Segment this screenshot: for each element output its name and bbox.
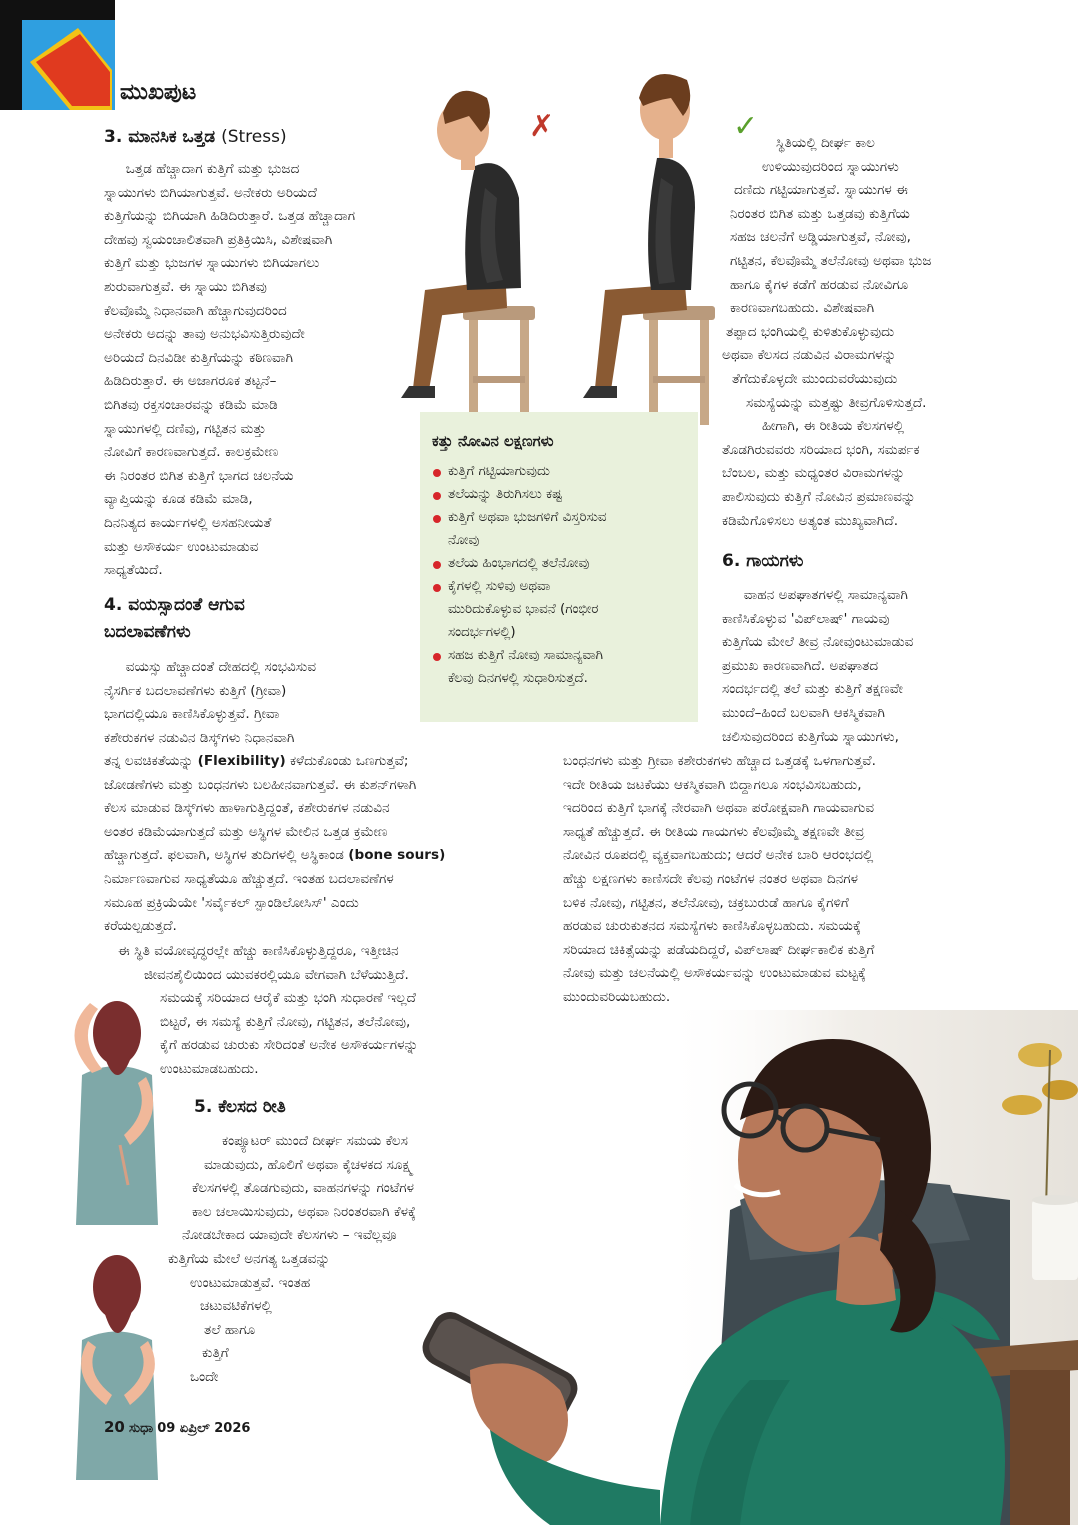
slouched-person-icon [401,91,535,425]
symptom-item: ಸಹಜ ಕುತ್ತಿಗೆ ನೋವು ಸಾಮಾನ್ಯವಾಗಿ ಕೆಲವು ದಿನಗಳಲ್ಲಿ ಸುಧಾರಿಸುತ್ತದೆ. [432,644,684,690]
svg-text:✗: ✗ [529,109,555,144]
symptom-item: ತಲೆಯ ಹಿಂಭಾಗದಲ್ಲಿ ತಲೆನೋವು [432,552,684,575]
woman-neck-pain-photo [410,1010,1078,1525]
section-3-body: ಒತ್ತಡ ಹೆಚ್ಚಾದಾಗ ಕುತ್ತಿಗೆ ಮತ್ತು ಭುಜದ ಸ್ನಾಯುಗಳು ಬಿಗಿಯಾಗುತ್ತವೆ. ಅನೇಕರು ಅರಿಯದೆ ಕುತ್ತಿಗೆಯನ್ನು ಬಿಗಿಯಾಗಿ ಹಿಡಿದಿರುತ್ತಾರೆ. ಒತ್ತಡ ಹೆಚ್ಚಾದಾಗ ದೇಹವು ಸ್ವಯಂಚಾಲಿತವಾಗಿ ಪ್ರತಿಕ್ರಿಯಿಸಿ, ವಿಶೇಷವಾಗಿ ಕುತ್ತಿಗೆ ಮತ್ತು ಭುಜಗಳ ಸ್ನಾಯುಗಳು ಬಿಗಿಯಾಗಲು ಶುರುವಾಗುತ್ತವೆ. ಈ ಸ್ನಾಯು ಬಿಗಿತವು ಕೆಲವೊಮ್ಮೆ ನಿಧಾನವಾಗಿ ಹೆಚ್ಚಾಗುವುದರಿಂದ ಅನೇಕರು ಅದನ್ನು ತಾವು ಅನುಭವಿಸುತ್ತಿರುವುದೇ ಅರಿಯದೆ ದಿನವಿಡೀ ಕುತ್ತಿಗೆಯನ್ನು ಕಠಿಣವಾಗಿ ಹಿಡಿದಿರುತ್ತಾರೆ. ಈ ಅಜಾಗರೂಕ ತಟ್ಟನೆ– ಬಿಗಿತವು ರಕ್ತಸಂಚಾರವನ್ನು ಕಡಿಮೆ ಮಾಡಿ ಸ್ನಾಯುಗಳಲ್ಲಿ ದಣಿವು, ಗಟ್ಟಿತನ ಮತ್ತು ನೋವಿಗೆ ಕಾರಣವಾಗುತ್ತದೆ. ಕಾಲಕ್ರಮೇಣ ಈ ನಿರಂತರ ಬಿಗಿತ ಕುತ್ತಿಗೆ ಭಾಗದ ಚಲನೆಯ ವ್ಯಾಪ್ತಿಯನ್ನು ಕೂಡ ಕಡಿಮೆ ಮಾಡಿ, ದಿನನಿತ್ಯದ ಕಾರ್ಯಗಳಲ್ಲಿ ಅಸಹನೀಯತೆ ಮತ್ತು ಅಸೌಕರ್ಯ ಉಂಟುಮಾಡುವ ಸಾಧ್ಯತೆಯಿದೆ. [104,161,356,579]
section-5-heading: 5. ಕೆಲಸದ ರೀತಿ [194,1097,286,1117]
section-4-paragraph-2: ಈ ಸ್ಥಿತಿ ವಯೋವೃದ್ಧರಲ್ಲೇ ಹೆಚ್ಚು ಕಾಣಿಸಿಕೊಳ್ಳುತ್ತಿದ್ದರೂ, ಇತ್ತೀಚಿನ ಜೀವನಶೈಲಿಯಿಂದ ಯುವಕರಲ್ಲಿಯೂ ವೇಗವಾಗಿ ಬೆಳೆಯುತ್ತಿದೆ. ಸಮಯಕ್ಕೆ ಸರಿಯಾದ ಆರೈಕೆ ಮತ್ತು ಭಂಗಿ ಸುಧಾರಣೆ ಇಲ್ಲದೆ ಬಿಟ್ಟರೆ, ಈ ಸಮಸ್ಯೆ ಕುತ್ತಿಗೆ ನೋವು, ಗಟ್ಟಿತನ, ತಲೆನೋವು, ಕೈಗೆ ಹರಡುವ ಚುರುಕು ಸೇರಿದಂತೆ ಅನೇಕ ಅಸೌಕರ್ಯಗಳನ್ನು ಉಂಟುಮಾಡಬಹುದು. [118,943,419,1077]
symptom-item: ಕುತ್ತಿಗೆ ಅಥವಾ ಭುಜಗಳಿಗೆ ವಿಸ್ತರಿಸುವ ನೋವು [432,506,684,552]
section-4-heading: 4. ವಯಸ್ಸಾದಂತೆ ಆಗುವ ಬದಲಾವಣೆಗಳು [104,595,245,642]
magazine-logo [0,0,115,110]
flexibility-term: (Flexibility) [197,753,286,769]
page-footer [104,1418,250,1438]
symptom-item: ಕುತ್ತಿಗೆ ಗಟ್ಟಿಯಾಗುವುದು [432,460,684,483]
section-title: ಮುಖಪುಟ [120,80,197,105]
neck-stretch-illustration-1 [62,995,172,1225]
upright-person-icon [583,74,715,425]
svg-text:✓: ✓ [733,109,759,144]
magazine-name: ಸುಧಾ [129,1421,154,1436]
symptoms-title: ಕತ್ತು ನೋವಿನ ಲಕ್ಷಣಗಳು [432,432,554,450]
right-column-body: ಸ್ಥಿತಿಯಲ್ಲಿ ದೀರ್ಘ ಕಾಲ ಉಳಿಯುವುದರಿಂದ ಸ್ನಾಯುಗಳು ದಣಿದು ಗಟ್ಟಿಯಾಗುತ್ತವೆ. ಸ್ನಾಯುಗಳ ಈ ನಿರಂತರ ಬಿಗಿತ ಮತ್ತು ಒತ್ತಡವು ಕುತ್ತಿಗೆಯ ಸಹಜ ಚಲನೆಗೆ ಅಡ್ಡಿಯಾಗುತ್ತವೆ, ನೋವು, ಗಟ್ಟಿತನ, ಕೆಲವೊಮ್ಮೆ ತಲೆನೋವು ಅಥವಾ ಭುಜ ಹಾಗೂ ಕೈಗಳ ಕಡೆಗೆ ಹರಡುವ ನೋವಿಗೂ ಕಾರಣವಾಗಬಹುದು. ವಿಶೇಷವಾಗಿ ತಪ್ಪಾದ ಭಂಗಿಯಲ್ಲಿ ಕುಳಿತುಕೊಳ್ಳುವುದು ಅಥವಾ ಕೆಲಸದ ನಡುವಿನ ವಿರಾಮಗಳನ್ನು ತೆಗೆದುಕೊಳ್ಳದೇ ಮುಂದುವರೆಯುವುದು ಸಮಸ್ಯೆಯನ್ನು ಮತ್ತಷ್ಟು ತೀವ್ರಗೊಳಿಸುತ್ತದೆ. ಹೀಗಾಗಿ, ಈ ರೀತಿಯ ಕೆಲಸಗಳಲ್ಲಿ ತೊಡಗಿರುವವರು ಸರಿಯಾದ ಭಂಗಿ, ಸಮರ್ಪಕ ಬೆಂಬಲ, ಮತ್ತು ಮಧ್ಯಂತರ ವಿರಾಮಗಳನ್ನು ಪಾಲಿಸುವುದು ಕುತ್ತಿಗೆ ನೋವಿನ ಪ್ರಮಾಣವನ್ನು ಕಡಿಮೆಗೊಳಿಸಲು ಅತ್ಯಂತ ಮುಖ್ಯವಾಗಿದೆ. [722,135,932,529]
wrong-mark-icon [529,109,554,144]
posture-illustration [395,58,759,430]
page-number: 20 [104,1418,125,1436]
section-4-body-wide: ತನ್ನ ಲವಚಿಕತೆಯನ್ನು (Flexibility) ಕಳೆದುಕೊಂಡು ಒಣಗುತ್ತವೆ; ಜೋಡಣೆಗಳು ಮತ್ತು ಬಂಧನಗಳು ಬಲಹೀನವಾಗುತ್ತವೆ. ಈ ಕುಶನ್‌ಗಳಾಗಿ ಕೆಲಸ ಮಾಡುವ ಡಿಸ್ಕ್‌ಗಳು ಹಾಳಾಗುತ್ತಿದ್ದಂತೆ, ಕಶೇರುಕಗಳ ನಡುವಿನ ಅಂತರ ಕಡಿಮೆಯಾಗುತ್ತದೆ ಮತ್ತು ಅಸ್ಥಿಗಳ ಮೇಲಿನ ಒತ್ತಡ ಕ್ರಮೇಣ ಹೆಚ್ಚಾಗುತ್ತದೆ. ಫಲವಾಗಿ, ಅಸ್ಥಿಗಳ ತುದಿಗಳಲ್ಲಿ ಅಸ್ಥಿಕಾಂಡ (bone sours) ನಿರ್ಮಾಣವಾಗುವ ಸಾಧ್ಯತೆಯೂ ಹೆಚ್ಚುತ್ತದೆ. ಇಂತಹ ಬದಲಾವಣೆಗಳ ಸಮೂಹ ಪ್ರಕ್ರಿಯೆಯೇ 'ಸರ್ವೈಕಲ್ ಸ್ಪಾಂಡಿಲೋಸಿಸ್' ಎಂದು ಕರೆಯಲ್ಪಡುತ್ತದೆ. [104,753,446,935]
cup-icon [1032,1195,1078,1280]
section-6-heading: 6. ಗಾಯಗಳು [722,551,804,571]
bone-sours-term: (bone sours) [348,847,446,864]
section-6-body-narrow: ವಾಹನ ಅಪಘಾತಗಳಲ್ಲಿ ಸಾಮಾನ್ಯವಾಗಿ ಕಾಣಿಸಿಕೊಳ್ಳುವ 'ವಿಪ್‌ಲಾಷ್' ಗಾಯವು ಕುತ್ತಿಗೆಯ ಮೇಲೆ ತೀವ್ರ ನೋವುಂಟುಮಾಡುವ ಪ್ರಮುಖ ಕಾರಣವಾಗಿದೆ. ಅಪಘಾತದ ಸಂದರ್ಭದಲ್ಲಿ ತಲೆ ಮತ್ತು ಕುತ್ತಿಗೆ ತಕ್ಷಣವೇ ಮುಂದೆ–ಹಿಂದೆ ಬಲವಾಗಿ ಆಕಸ್ಮಿಕವಾಗಿ ಚಲಿಸುವುದರಿಂದ ಕುತ್ತಿಗೆಯ ಸ್ನಾಯುಗಳು, [722,587,914,745]
symptom-item: ಕೈಗಳಲ್ಲಿ ಸುಳಿವು ಅಥವಾ ಮುರಿದುಕೊಳ್ಳುವ ಭಾವನೆ (ಗಂಭೀರ ಸಂದರ್ಭಗಳಲ್ಲಿ) [432,575,684,644]
symptom-item: ತಲೆಯನ್ನು ತಿರುಗಿಸಲು ಕಷ್ಟ [432,483,684,506]
section-4-body-narrow: ವಯಸ್ಸು ಹೆಚ್ಚಾದಂತೆ ದೇಹದಲ್ಲಿ ಸಂಭವಿಸುವ ನೈಸರ್ಗಿಕ ಬದಲಾವಣೆಗಳು ಕುತ್ತಿಗೆ (ಗ್ರೀವಾ) ಭಾಗದಲ್ಲಿಯೂ ಕಾಣಿಸಿಕೊಳ್ಳುತ್ತವೆ. ಗ್ರೀವಾ ಕಶೇರುಕಗಳ ನಡುವಿನ ಡಿಸ್ಕ್‌ಗಳು ನಿಧಾನವಾಗಿ [104,659,317,746]
section-6-body-wide: ಬಂಧನಗಳು ಮತ್ತು ಗ್ರೀವಾ ಕಶೇರುಕಗಳು ಹೆಚ್ಚಾದ ಒತ್ತಡಕ್ಕೆ ಒಳಗಾಗುತ್ತವೆ. ಇದೇ ರೀತಿಯ ಜಟಕೆಯು ಆಕಸ್ಮಿಕವಾಗಿ ಬಿದ್ದಾಗಲೂ ಸಂಭವಿಸಬಹುದು, ಇದರಿಂದ ಕುತ್ತಿಗೆ ಭಾಗಕ್ಕೆ ನೇರವಾಗಿ ಅಥವಾ ಪರೋಕ್ಷವಾಗಿ ಗಾಯವಾಗುವ ಸಾಧ್ಯತೆ ಹೆಚ್ಚುತ್ತದೆ. ಈ ರೀತಿಯ ಗಾಯಗಳು ಕೆಲವೊಮ್ಮೆ ತಕ್ಷಣವೇ ತೀವ್ರ ನೋವಿನ ರೂಪದಲ್ಲಿ ವ್ಯಕ್ತವಾಗಬಹುದು; ಆದರೆ ಅನೇಕ ಬಾರಿ ಆರಂಭದಲ್ಲಿ ಹೆಚ್ಚು ಲಕ್ಷಣಗಳು ಕಾಣಿಸದೇ ಕೆಲವು ಗಂಟೆಗಳ ನಂತರ ಅಥವಾ ದಿನಗಳ ಬಳಿಕ ನೋವು, ಗಟ್ಟಿತನ, ತಲೆನೋವು, ಚಕ್ರಬುರುಡೆ ಹಾಗೂ ಕೈಗಳಿಗೆ ಹರಡುವ ಚುರುಕುತನದ ಸಮಸ್ಯೆಗಳು ಕಾಣಿಸಿಕೊಳ್ಳಬಹುದು. ಸಮಯಕ್ಕೆ ಸರಿಯಾದ ಚಿಕಿತ್ಸೆಯನ್ನು ಪಡೆಯದಿದ್ದರೆ, ವಿಪ್‌ಲಾಷ್ ದೀರ್ಘಕಾಲಿಕ ಕುತ್ತಿಗೆ ನೋವು ಮತ್ತು ಚಲನೆಯಲ್ಲಿ ಅಸೌಕರ್ಯವನ್ನು ಉಂಟುಮಾಡುವ ಮಟ್ಟಕ್ಕೆ ಮುಂದುವರಿಯಬಹುದು. [563,753,876,1005]
section-3-heading: 3. ಮಾನಸಿಕ ಒತ್ತಡ (Stress) [104,127,287,147]
neck-stretch-illustration-2 [62,1245,172,1480]
issue-date: 09 ಏಪ್ರಿಲ್ 2026 [157,1421,251,1436]
section-5-body: ಕಂಪ್ಯೂಟರ್ ಮುಂದೆ ದೀರ್ಘ ಸಮಯ ಕೆಲಸ ಮಾಡುವುದು, ಹೊಲಿಗೆ ಅಥವಾ ಕೈಚಳಕದ ಸೂಕ್ಷ್ಮ ಕೆಲಸಗಳಲ್ಲಿ ತೊಡಗುವುದು, ವಾಹನಗಳನ್ನು ಗಂಟೆಗಳ ಕಾಲ ಚಲಾಯಿಸುವುದು, ಅಥವಾ ನಿರಂತರವಾಗಿ ಕೆಳಕ್ಕೆ ನೋಡಬೇಕಾದ ಯಾವುದೇ ಕೆಲಸಗಳು – ಇವೆಲ್ಲವೂ ಕುತ್ತಿಗೆಯ ಮೇಲೆ ಅನಗತ್ಯ ಒತ್ತಡವನ್ನು ಉಂಟುಮಾಡುತ್ತವೆ. ಇಂತಹ ಚಟುವಟಿಕೆಗಳಲ್ಲಿ ತಲೆ ಹಾಗೂ ಕುತ್ತಿಗೆ ಒಂದೇ [168,1133,416,1385]
symptoms-box [420,412,698,722]
